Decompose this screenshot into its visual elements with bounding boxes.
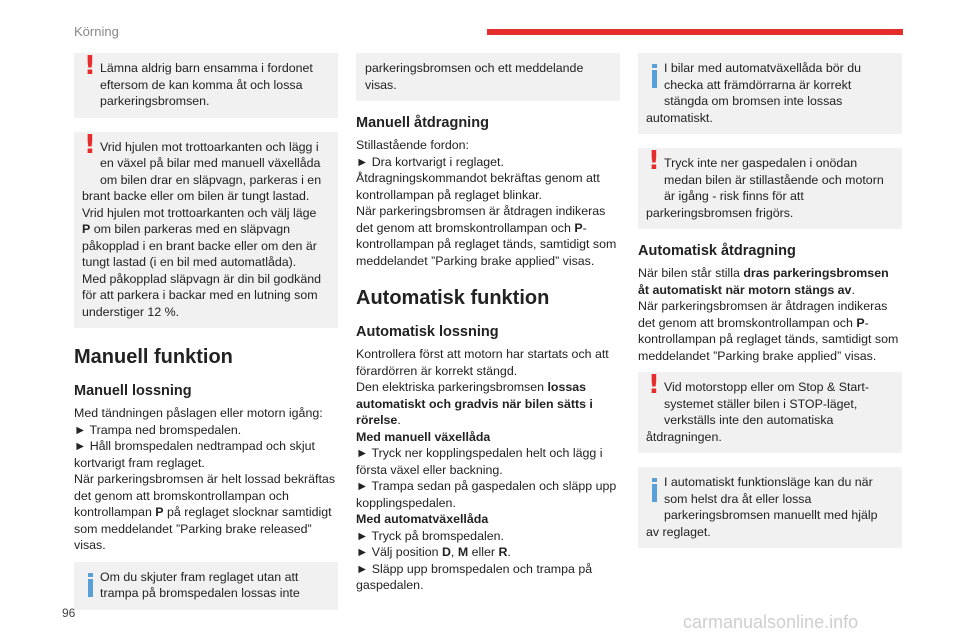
- section-heading: Automatisk funktion: [356, 287, 550, 309]
- info-box: [638, 467, 902, 548]
- info-text: I automatiskt funktionsläge kan du när som helst dra åt eller lossa parkeringsbromsen manuellt med hjälp av reglaget.: [646, 475, 878, 539]
- subsection-heading: Automatisk lossning: [356, 324, 499, 340]
- warning-text: Tryck inte ner gaspedalen i onödan medan bilen är stillastående och motorn är igång - risk finns för att parkeringsbromsen frigörs.: [646, 156, 884, 220]
- body-text: Kontrollera först att motorn har startats och att förardörren är korrekt stängd. Den elektriska parkeringsbromsen lossas automatiskt och gradvis när bilen sätts i rörelse. Med manuell växellåda ► Tryck ner kopplingspedalen helt och lägg i första växel eller backning. ► Trampa sedan på gaspedalen och släpp upp kopplingspedalen. Med automatväxellåda ► Tryck på bromspedalen. ► Välj position D, M eller R. ► Släpp upp bromspedalen och trampa på gaspedalen.: [356, 347, 617, 592]
- section-heading: Manuell funktion: [74, 346, 233, 368]
- body-text: När bilen står stilla dras parkeringsbromsen åt automatiskt när motorn stängs av. När parkeringsbromsen är åtdragen indikeras det genom att bromskontrollampan och P-kontrollampan på reglaget tänds, samtidigt som meddelandet ”Parking brake applied” visas.: [638, 266, 899, 363]
- watermark: carmanualsonline.info: [683, 612, 859, 632]
- column-3: [638, 53, 902, 562]
- header-accent-bar: [487, 29, 903, 35]
- warning-box: [638, 372, 902, 453]
- warning-text: Lämna aldrig barn ensamma i fordonet eftersom de kan komma åt och lossa parkeringsbromsen.: [100, 61, 313, 108]
- warning-text: Vid motorstopp eller om Stop & Start-systemet ställer bilen i STOP-läget, verkställs inte den automatiska åtdragningen.: [646, 380, 869, 444]
- warning-box: [74, 53, 338, 118]
- info-box: [74, 562, 338, 610]
- warning-icon: [646, 381, 664, 413]
- header-section-label: Körning: [74, 24, 119, 39]
- info-text: parkeringsbromsen och ett meddelande visas.: [365, 61, 584, 92]
- info-icon: [646, 476, 664, 508]
- page-number: 96: [62, 606, 76, 620]
- body-text: Med tändningen påslagen eller motorn igång: ► Trampa ned bromspedalen. ► Håll bromspedalen nedtrampad och skjut kortvarigt fram reglaget. När parkeringsbromsen är helt lossad bekräftas det genom att bromskontrollampan och kontrollampan P på reglaget slocknar samtidigt som meddelandet ”Parking brake released” visas.: [74, 406, 336, 552]
- warning-text: Vrid hjulen mot trottoarkanten och lägg i en växel på bilar med manuell växellåda om bilen drar en släpvagn, parkeras i en brant backe eller om bilen är tungt lastad. Vrid hjulen mot trottoarkanten och välj läge P om bilen parkeras med en släpvagn påkopplad i en brant backe eller om den är tungt lastad (i en bil med automatlåda). Med påkopplad släpvagn är din bil godkänd för att parkera i backar med en lutning som understiger 12 %.: [82, 139, 322, 319]
- info-box-continued: [356, 53, 620, 101]
- column-1: [74, 53, 338, 624]
- info-icon: [646, 62, 664, 94]
- info-text: Om du skjuter fram reglaget utan att trampa på bromspedalen lossas inte: [100, 569, 300, 600]
- body-text: Stillastående fordon: ► Dra kortvarigt i reglaget. Åtdragningskommandot bekräftas genom att kontrollampan på reglaget blinkar. När parkeringsbromsen är åtdragen indikeras det genom att bromskontrollampan och P-kontrollampan på reglaget tänds, samtidigt som meddelandet ”Parking brake applied” visas.: [356, 138, 617, 268]
- column-2: [356, 53, 620, 602]
- subsection-heading: Manuell åtdragning: [356, 115, 489, 131]
- warning-box: [638, 148, 902, 229]
- warning-icon: [82, 141, 100, 173]
- info-icon: [82, 571, 100, 603]
- warning-icon: [646, 157, 664, 189]
- subsection-heading: Manuell lossning: [74, 383, 192, 399]
- info-text: I bilar med automatväxellåda bör du checka att främdörrarna är korrekt stängda om bromsen inte lossas automatiskt.: [646, 61, 861, 125]
- warning-box: [74, 132, 338, 329]
- subsection-heading: Automatisk åtdragning: [638, 243, 796, 259]
- info-box: [638, 53, 902, 134]
- warning-icon: [82, 62, 100, 94]
